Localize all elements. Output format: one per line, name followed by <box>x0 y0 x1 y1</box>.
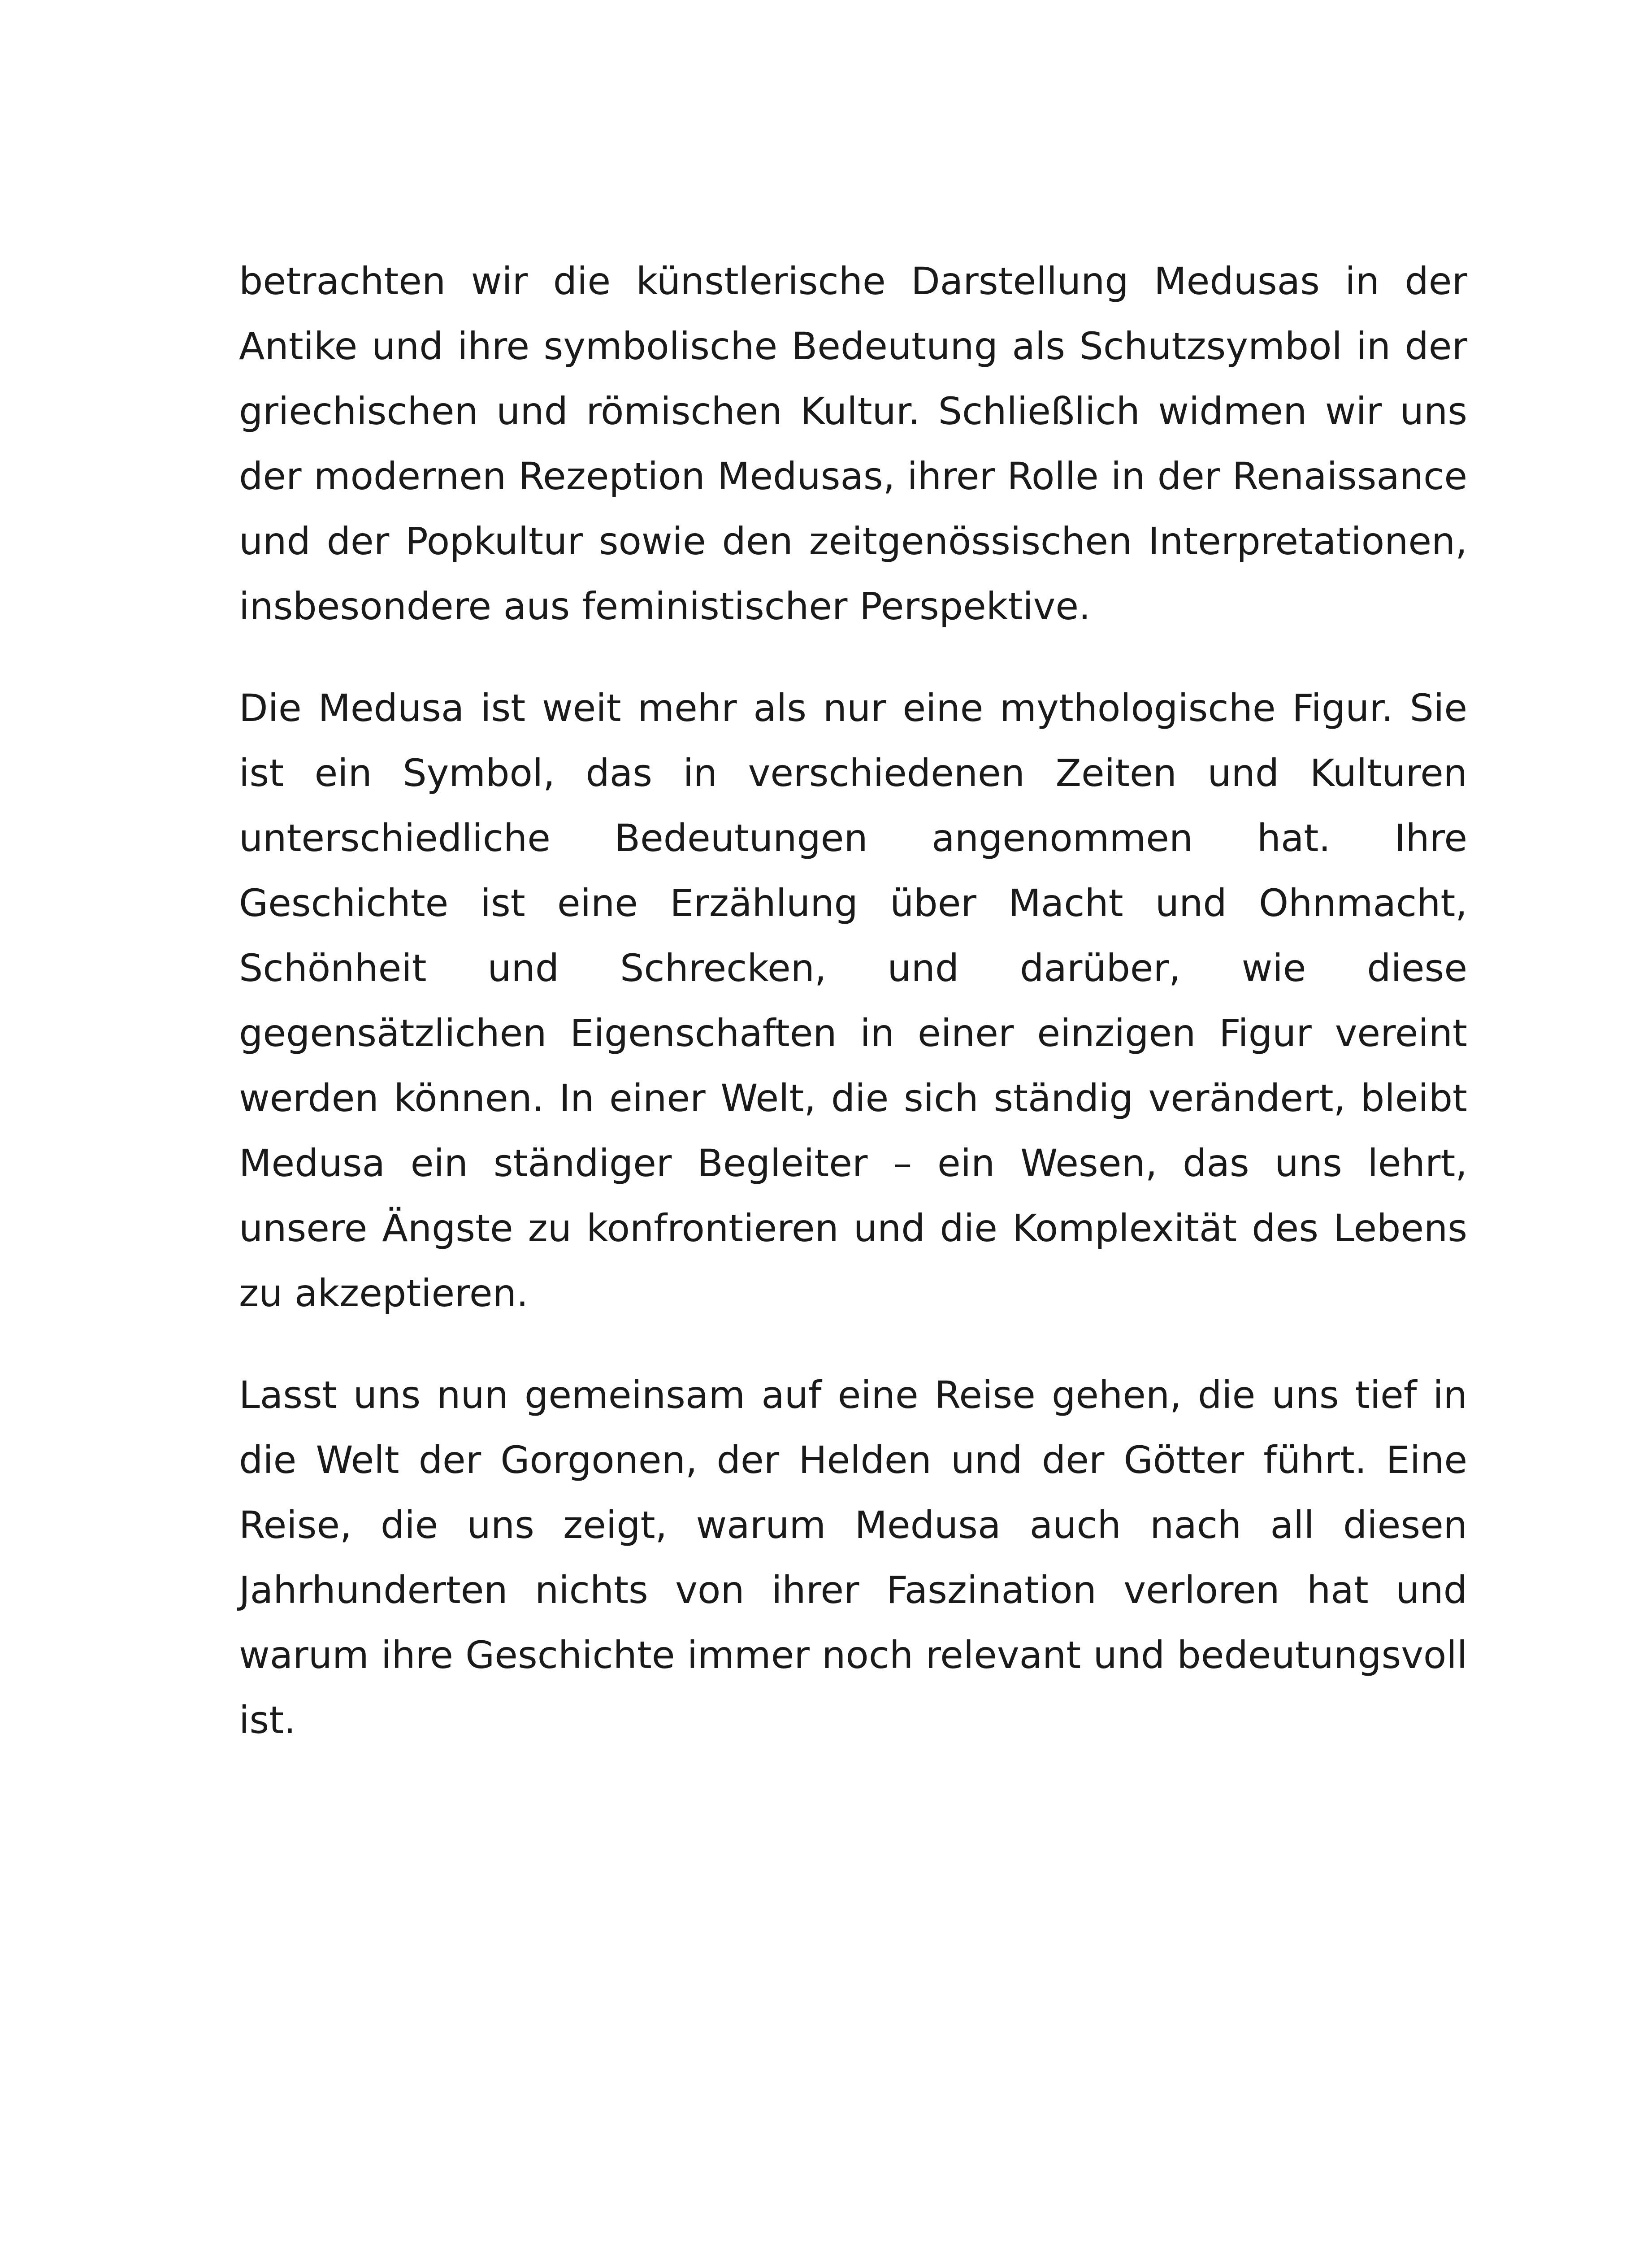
paragraph-3: Lasst uns nun gemeinsam auf eine Reise gehen, die uns tief in die Welt der Gorgonen, der Helden und der Götter führt. Eine Reise, die uns zeigt, warum Medusa auch nach all diesen Jahrhunderten nichts von ihrer Faszination verloren hat und warum ihre Geschichte immer noch relevant und bedeutungsvoll ist. <box>239 1373 1467 1742</box>
body-text <box>239 249 1467 1790</box>
paragraph-1: betrachten wir die künstlerische Darstellung Medusas in der Antike und ihre symbolische Bedeutung als Schutzsymbol in der griechischen und römischen Kultur. Schließlich widmen wir uns der modernen Rezeption Medusas, ihrer Rolle in der Renaissance und der Popkultur sowie den zeitgenössischen Interpretationen, insbesondere aus feministischer Perspektive. <box>239 259 1467 628</box>
paragraph-2: Die Medusa ist weit mehr als nur eine mythologische Figur. Sie ist ein Symbol, das in verschiedenen Zeiten und Kulturen unterschiedliche Bedeutungen angenommen hat. Ihre Geschichte ist eine Erzählung über Macht und Ohnmacht, Schönheit und Schrecken, und darüber, wie diese gegensätzlichen Eigenschaften in einer einzigen Figur vereint werden können. In einer Welt, die sich ständig verändert, bleibt Medusa ein ständiger Begleiter – ein Wesen, das uns lehrt, unsere Ängste zu konfrontieren und die Komplexität des Lebens zu akzeptieren. <box>239 686 1467 1315</box>
